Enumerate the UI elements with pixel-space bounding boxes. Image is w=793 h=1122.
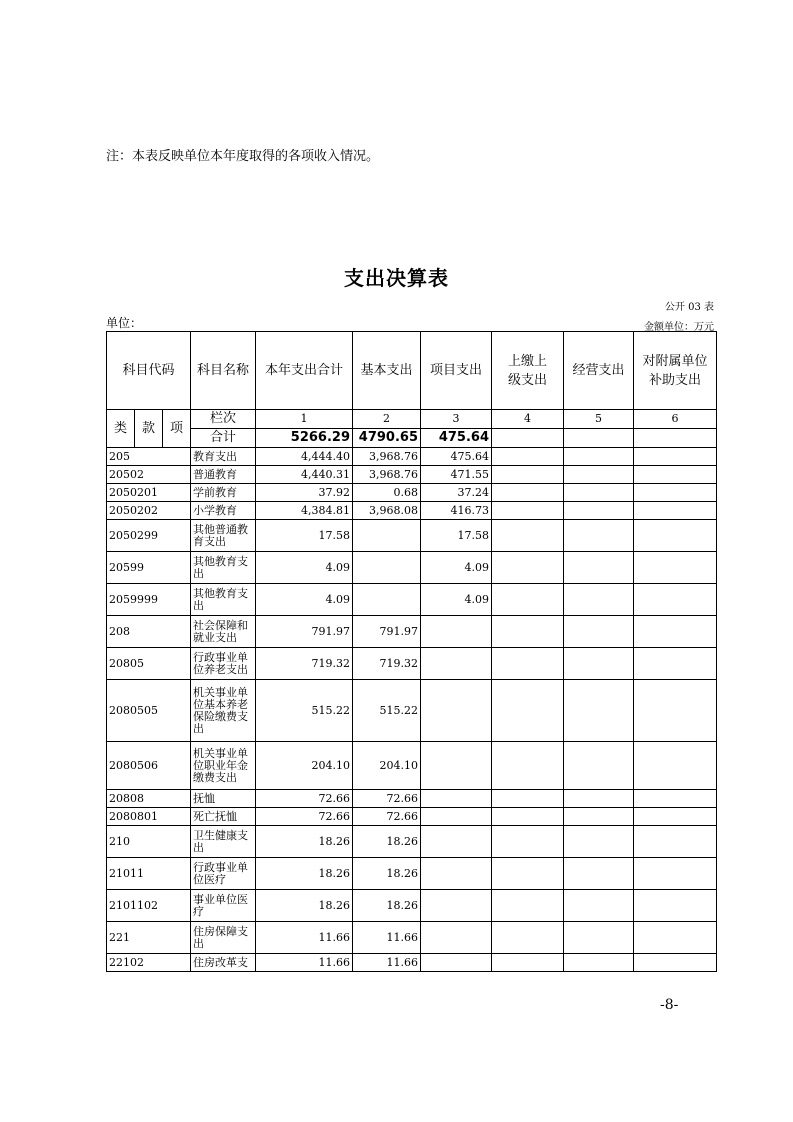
row-subsidy bbox=[634, 466, 717, 484]
row-total: 204.10 bbox=[256, 742, 353, 790]
row-code: 221 bbox=[107, 922, 191, 954]
row-upper bbox=[492, 648, 564, 680]
total-label: 合计 bbox=[191, 429, 256, 448]
row-name: 抚恤 bbox=[191, 790, 256, 808]
row-name: 行政事业单位医疗 bbox=[191, 858, 256, 890]
col-number-1: 1 bbox=[256, 410, 353, 429]
row-subsidy bbox=[634, 808, 717, 826]
row-basic bbox=[353, 552, 421, 584]
row-total: 11.66 bbox=[256, 922, 353, 954]
row-basic: 72.66 bbox=[353, 790, 421, 808]
total-business bbox=[564, 429, 634, 448]
total-basic: 4790.65 bbox=[353, 429, 421, 448]
table-row bbox=[107, 648, 717, 680]
row-subsidy bbox=[634, 648, 717, 680]
header-xiang: 项 bbox=[163, 410, 191, 448]
row-name: 机关事业单位基本养老保险缴费支出 bbox=[191, 680, 256, 742]
row-name: 其他教育支出 bbox=[191, 552, 256, 584]
row-project bbox=[421, 890, 492, 922]
row-business bbox=[564, 648, 634, 680]
row-code: 20599 bbox=[107, 552, 191, 584]
row-total: 37.92 bbox=[256, 484, 353, 502]
table-row bbox=[107, 790, 717, 808]
row-upper bbox=[492, 552, 564, 584]
row-basic: 72.66 bbox=[353, 808, 421, 826]
row-name: 教育支出 bbox=[191, 448, 256, 466]
row-project: 37.24 bbox=[421, 484, 492, 502]
col-number-5: 5 bbox=[564, 410, 634, 429]
row-basic: 18.26 bbox=[353, 890, 421, 922]
total-project: 475.64 bbox=[421, 429, 492, 448]
total-expenditure: 5266.29 bbox=[256, 429, 353, 448]
row-code: 205 bbox=[107, 448, 191, 466]
row-basic: 719.32 bbox=[353, 648, 421, 680]
row-project bbox=[421, 616, 492, 648]
row-basic: 11.66 bbox=[353, 922, 421, 954]
table-note: 注：本表反映单位本年度取得的各项收入情况。 bbox=[106, 149, 380, 164]
table-row bbox=[107, 922, 717, 954]
row-code: 210 bbox=[107, 826, 191, 858]
row-total: 72.66 bbox=[256, 808, 353, 826]
row-upper bbox=[492, 616, 564, 648]
table-row bbox=[107, 502, 717, 520]
table-row bbox=[107, 448, 717, 466]
row-project bbox=[421, 826, 492, 858]
header-upper: 上缴上级支出 bbox=[492, 332, 564, 410]
row-basic: 11.66 bbox=[353, 954, 421, 972]
row-project bbox=[421, 680, 492, 742]
row-total: 4,384.81 bbox=[256, 502, 353, 520]
row-name: 小学教育 bbox=[191, 502, 256, 520]
row-upper bbox=[492, 466, 564, 484]
row-total: 4,440.31 bbox=[256, 466, 353, 484]
row-subsidy bbox=[634, 790, 717, 808]
header-business: 经营支出 bbox=[564, 332, 634, 410]
header-kuan: 款 bbox=[135, 410, 163, 448]
col-number-3: 3 bbox=[421, 410, 492, 429]
row-business bbox=[564, 922, 634, 954]
col-number-2: 2 bbox=[353, 410, 421, 429]
row-upper bbox=[492, 484, 564, 502]
row-business bbox=[564, 790, 634, 808]
row-subsidy bbox=[634, 584, 717, 616]
row-basic: 204.10 bbox=[353, 742, 421, 790]
row-name: 死亡抚恤 bbox=[191, 808, 256, 826]
page-title: 支出决算表 bbox=[344, 266, 449, 290]
row-code: 20502 bbox=[107, 466, 191, 484]
row-total: 17.58 bbox=[256, 520, 353, 552]
row-upper bbox=[492, 520, 564, 552]
row-upper bbox=[492, 890, 564, 922]
total-subsidy bbox=[634, 429, 717, 448]
row-name: 其他普通教育支出 bbox=[191, 520, 256, 552]
row-project bbox=[421, 742, 492, 790]
row-code: 20808 bbox=[107, 790, 191, 808]
header-basic: 基本支出 bbox=[353, 332, 421, 410]
table-row bbox=[107, 484, 717, 502]
row-business bbox=[564, 520, 634, 552]
row-basic: 791.97 bbox=[353, 616, 421, 648]
row-name: 住房改革支 bbox=[191, 954, 256, 972]
row-business bbox=[564, 448, 634, 466]
row-name: 住房保障支出 bbox=[191, 922, 256, 954]
row-name: 社会保障和就业支出 bbox=[191, 616, 256, 648]
row-basic: 18.26 bbox=[353, 826, 421, 858]
row-subsidy bbox=[634, 742, 717, 790]
table-row bbox=[107, 890, 717, 922]
row-business bbox=[564, 858, 634, 890]
total-row bbox=[107, 429, 717, 448]
row-subsidy bbox=[634, 680, 717, 742]
row-total: 18.26 bbox=[256, 826, 353, 858]
row-name: 学前教育 bbox=[191, 484, 256, 502]
row-project: 17.58 bbox=[421, 520, 492, 552]
row-basic: 3,968.08 bbox=[353, 502, 421, 520]
row-project bbox=[421, 790, 492, 808]
row-code: 2080801 bbox=[107, 808, 191, 826]
row-total: 791.97 bbox=[256, 616, 353, 648]
header-lanci: 栏次 bbox=[191, 410, 256, 429]
row-total: 4.09 bbox=[256, 552, 353, 584]
row-upper bbox=[492, 502, 564, 520]
row-name: 其他教育支出 bbox=[191, 584, 256, 616]
table-row bbox=[107, 808, 717, 826]
row-name: 事业单位医疗 bbox=[191, 890, 256, 922]
row-name: 机关事业单位职业年金缴费支出 bbox=[191, 742, 256, 790]
row-basic: 3,968.76 bbox=[353, 448, 421, 466]
table-row bbox=[107, 858, 717, 890]
row-project: 475.64 bbox=[421, 448, 492, 466]
row-project: 4.09 bbox=[421, 552, 492, 584]
row-code: 2080506 bbox=[107, 742, 191, 790]
row-upper bbox=[492, 584, 564, 616]
row-subsidy bbox=[634, 520, 717, 552]
row-total: 4.09 bbox=[256, 584, 353, 616]
header-project: 项目支出 bbox=[421, 332, 492, 410]
row-basic: 18.26 bbox=[353, 858, 421, 890]
col-number-6: 6 bbox=[634, 410, 717, 429]
row-code: 2059999 bbox=[107, 584, 191, 616]
row-project bbox=[421, 954, 492, 972]
row-upper bbox=[492, 858, 564, 890]
header-name: 科目名称 bbox=[191, 332, 256, 410]
table-row bbox=[107, 552, 717, 584]
row-code: 20805 bbox=[107, 648, 191, 680]
row-subsidy bbox=[634, 858, 717, 890]
row-business bbox=[564, 742, 634, 790]
row-subsidy bbox=[634, 922, 717, 954]
total-upper bbox=[492, 429, 564, 448]
row-basic bbox=[353, 584, 421, 616]
unit-label: 单位： bbox=[106, 316, 143, 330]
row-code: 2080505 bbox=[107, 680, 191, 742]
row-project bbox=[421, 858, 492, 890]
row-code: 2101102 bbox=[107, 890, 191, 922]
row-total: 515.22 bbox=[256, 680, 353, 742]
row-upper bbox=[492, 826, 564, 858]
page-number: -8- bbox=[660, 997, 679, 1013]
row-upper bbox=[492, 808, 564, 826]
row-total: 4,444.40 bbox=[256, 448, 353, 466]
header-total: 本年支出合计 bbox=[256, 332, 353, 410]
table-row bbox=[107, 584, 717, 616]
row-total: 72.66 bbox=[256, 790, 353, 808]
header-subsidy: 对附属单位补助支出 bbox=[634, 332, 717, 410]
row-total: 11.66 bbox=[256, 954, 353, 972]
row-code: 22102 bbox=[107, 954, 191, 972]
row-upper bbox=[492, 954, 564, 972]
form-number: 公开 03 表 bbox=[664, 302, 714, 313]
row-business bbox=[564, 616, 634, 648]
row-code: 2050299 bbox=[107, 520, 191, 552]
row-business bbox=[564, 954, 634, 972]
row-project: 416.73 bbox=[421, 502, 492, 520]
row-upper bbox=[492, 742, 564, 790]
expenditure-table bbox=[106, 331, 717, 972]
row-name: 行政事业单位养老支出 bbox=[191, 648, 256, 680]
table-row bbox=[107, 466, 717, 484]
row-subsidy bbox=[634, 954, 717, 972]
row-subsidy bbox=[634, 616, 717, 648]
row-project bbox=[421, 648, 492, 680]
row-total: 18.26 bbox=[256, 858, 353, 890]
row-subsidy bbox=[634, 484, 717, 502]
row-subsidy bbox=[634, 890, 717, 922]
row-code: 21011 bbox=[107, 858, 191, 890]
amount-unit-label: 金额单位：万元 bbox=[644, 322, 714, 333]
header-code: 科目代码 bbox=[107, 332, 191, 410]
header-lei: 类 bbox=[107, 410, 135, 448]
row-subsidy bbox=[634, 826, 717, 858]
row-business bbox=[564, 484, 634, 502]
row-upper bbox=[492, 790, 564, 808]
row-total: 18.26 bbox=[256, 890, 353, 922]
row-business bbox=[564, 826, 634, 858]
row-basic: 3,968.76 bbox=[353, 466, 421, 484]
row-total: 719.32 bbox=[256, 648, 353, 680]
table-row bbox=[107, 616, 717, 648]
row-upper bbox=[492, 680, 564, 742]
row-basic: 0.68 bbox=[353, 484, 421, 502]
row-business bbox=[564, 552, 634, 584]
column-number-row bbox=[107, 410, 717, 429]
row-business bbox=[564, 808, 634, 826]
row-project bbox=[421, 808, 492, 826]
table-row bbox=[107, 520, 717, 552]
table-row bbox=[107, 826, 717, 858]
row-upper bbox=[492, 448, 564, 466]
row-name: 卫生健康支出 bbox=[191, 826, 256, 858]
table-row bbox=[107, 954, 717, 972]
row-project bbox=[421, 922, 492, 954]
row-upper bbox=[492, 922, 564, 954]
row-subsidy bbox=[634, 502, 717, 520]
row-business bbox=[564, 890, 634, 922]
row-subsidy bbox=[634, 552, 717, 584]
row-project: 4.09 bbox=[421, 584, 492, 616]
row-name: 普通教育 bbox=[191, 466, 256, 484]
table-row bbox=[107, 680, 717, 742]
row-business bbox=[564, 584, 634, 616]
col-number-4: 4 bbox=[492, 410, 564, 429]
table-row bbox=[107, 742, 717, 790]
row-business bbox=[564, 502, 634, 520]
row-basic bbox=[353, 520, 421, 552]
row-code: 2050201 bbox=[107, 484, 191, 502]
header-row bbox=[107, 332, 717, 410]
row-project: 471.55 bbox=[421, 466, 492, 484]
row-subsidy bbox=[634, 448, 717, 466]
row-code: 208 bbox=[107, 616, 191, 648]
row-basic: 515.22 bbox=[353, 680, 421, 742]
row-business bbox=[564, 466, 634, 484]
row-business bbox=[564, 680, 634, 742]
row-code: 2050202 bbox=[107, 502, 191, 520]
